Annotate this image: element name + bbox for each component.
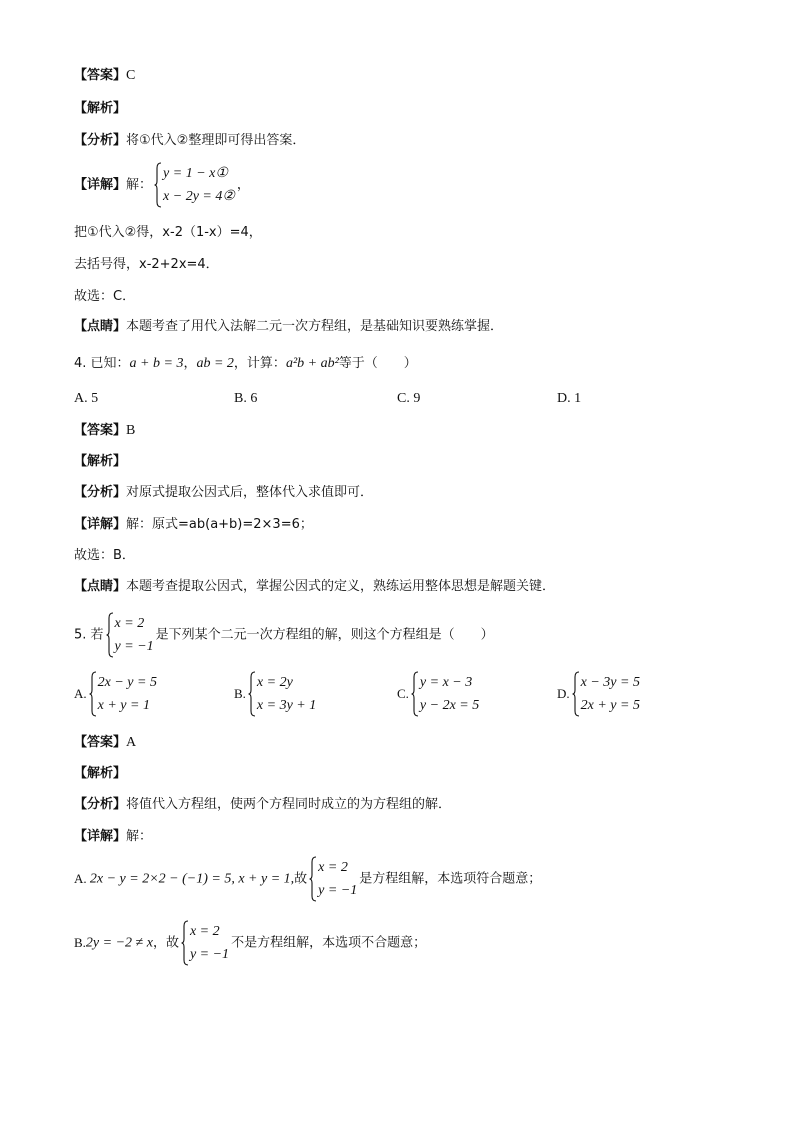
brace-icon: [106, 612, 114, 658]
q4-stem-suffix: 等于（ ）: [338, 356, 417, 371]
system-row-2: x − 2y = 4②: [163, 189, 235, 204]
comment-text: 本题考查了用代入法解二元一次方程组，是基础知识要熟练掌握．: [126, 319, 504, 334]
q4-choice-line: 故选：B．: [74, 548, 135, 563]
answer-label: 【答案】: [74, 735, 127, 750]
q4-comment-line: [74, 578, 555, 596]
option-system: [89, 671, 157, 717]
detail-suffix: ，: [236, 177, 250, 193]
q4-expr: a²b + ab²: [285, 356, 339, 371]
fenxi-label: 【分析】: [74, 133, 127, 148]
brace-icon: [309, 856, 317, 902]
line-a-prefix: A.: [74, 871, 90, 886]
option-row-2: 2x + y = 5: [580, 698, 640, 713]
q5-stem-prefix: 5. 若: [74, 627, 104, 643]
q4-detail-line: [74, 516, 313, 534]
q3-analysis-heading: [74, 100, 126, 118]
detail-text: 解：原式=ab(a+b)=2×3=6；: [126, 517, 313, 532]
brace-icon: [89, 671, 97, 717]
comment-label: 【点睛】: [74, 319, 127, 334]
q4-sep: ，: [183, 356, 197, 371]
option-label: B.: [234, 686, 246, 701]
line-a-row-2: y = −1: [318, 883, 358, 898]
q5-fenxi-line: [74, 796, 451, 814]
brace-icon: [411, 671, 419, 717]
option-row-1: 2x − y = 5: [97, 675, 157, 690]
fenxi-text: 将值代入方程组，使两个方程同时成立的为方程组的解．: [126, 797, 452, 812]
answer-label: 【答案】: [74, 423, 127, 438]
analysis-label: 【解析】: [74, 454, 127, 469]
equation-system: [154, 162, 235, 208]
line-a-mid: 故: [294, 871, 308, 887]
line-b-prefix: B.: [74, 935, 86, 950]
fenxi-text: 将①代入②整理即可得出答案．: [126, 133, 306, 148]
q5-option-d: [557, 671, 642, 717]
option-label: D.: [557, 686, 570, 701]
q5-option-b: [234, 671, 318, 717]
given-solution: [106, 612, 154, 658]
line-a-math: 2x − y = 2×2 − (−1) = 5, x + y = 1,: [89, 871, 295, 887]
analysis-label: 【解析】: [74, 101, 127, 116]
q3-substitution-line: 把①代入②得，x-2（1-x）=4，: [74, 225, 262, 240]
q4-option-b: B. 6: [234, 391, 258, 406]
detail-label: 【详解】: [74, 829, 127, 844]
q3-comment-line: [74, 318, 503, 336]
option-row-1: x − 3y = 5: [580, 675, 640, 690]
q4-answer-line: [74, 422, 135, 440]
option-label: A.: [74, 686, 87, 701]
q3-answer-line: [74, 67, 135, 85]
detail-label: 【详解】: [74, 177, 127, 193]
q3-detail-line: [74, 162, 250, 208]
system-row-1: y = 1 − x①: [163, 166, 228, 181]
q5-option-a: [74, 671, 159, 717]
given-row-1: x = 2: [114, 616, 145, 631]
option-row-1: x = 2y: [256, 675, 293, 690]
answer-value: A: [126, 735, 137, 750]
brace-icon: [154, 162, 162, 208]
q5-option-c: [397, 671, 481, 717]
answer-value: C: [126, 68, 136, 83]
line-b-suffix: 不是方程组解，本选项不合题意；: [231, 935, 427, 951]
line-b-mid: ，故: [152, 935, 179, 951]
q4-cond1: a + b = 3: [129, 356, 184, 371]
q4-fenxi-line: [74, 484, 373, 502]
answer-value: B: [126, 423, 136, 438]
q4-calc-label: ，计算：: [233, 356, 286, 371]
option-row-1: y = x − 3: [419, 675, 473, 690]
comment-label: 【点睛】: [74, 579, 127, 594]
q4-option-c: C. 9: [397, 391, 421, 406]
analysis-label: 【解析】: [74, 766, 127, 781]
brace-icon: [572, 671, 580, 717]
given-row-2: y = −1: [114, 639, 154, 654]
q5-answer-line: [74, 734, 136, 752]
fenxi-label: 【分析】: [74, 797, 127, 812]
detail-text: 解：: [126, 829, 153, 844]
option-label: C.: [397, 686, 409, 701]
line-b-system: [181, 920, 229, 966]
option-row-2: x + y = 1: [97, 698, 150, 713]
q3-fenxi-line: [74, 132, 305, 150]
line-a-row-1: x = 2: [318, 860, 348, 875]
q4-stem: [74, 355, 417, 373]
line-a-suffix: 是方程组解，本选项符合题意；: [359, 871, 542, 887]
option-system: [411, 671, 479, 717]
q4-option-d: D. 1: [557, 391, 582, 406]
q4-stem-prefix: 4. 已知：: [74, 356, 130, 371]
q5-stem: [74, 612, 494, 658]
option-system: [248, 671, 316, 717]
detail-label: 【详解】: [74, 517, 127, 532]
brace-icon: [248, 671, 256, 717]
q5-analysis-heading: [74, 765, 126, 783]
comment-text: 本题考查提取公因式，掌握公因式的定义，熟练运用整体思想是解题关键．: [126, 579, 556, 594]
line-a-system: [309, 856, 357, 902]
q5-line-b: [74, 920, 426, 966]
q5-detail-line: [74, 828, 152, 846]
q5-line-a: [74, 856, 541, 902]
option-row-2: y − 2x = 5: [419, 698, 480, 713]
line-b-math: 2y = −2 ≠ x: [85, 935, 153, 951]
fenxi-text: 对原式提取公因式后，整体代入求值即可．: [126, 485, 374, 500]
q3-choice-line: 故选：C．: [74, 289, 136, 304]
answer-label: 【答案】: [74, 68, 127, 83]
line-b-row-2: y = −1: [189, 947, 230, 962]
q5-stem-suffix: 是下列某个二元一次方程组的解，则这个方程组是（ ）: [155, 627, 494, 643]
option-system: [572, 671, 640, 717]
q4-cond2: ab = 2: [196, 356, 234, 371]
option-row-2: x = 3y + 1: [256, 698, 317, 713]
q3-expand-line: 去括号得，x-2+2x=4．: [74, 257, 219, 272]
line-b-row-1: x = 2: [189, 924, 220, 939]
q4-option-a: A. 5: [74, 391, 99, 406]
q4-analysis-heading: [74, 453, 126, 471]
fenxi-label: 【分析】: [74, 485, 127, 500]
detail-prefix: 解：: [126, 177, 153, 193]
brace-icon: [181, 920, 189, 966]
